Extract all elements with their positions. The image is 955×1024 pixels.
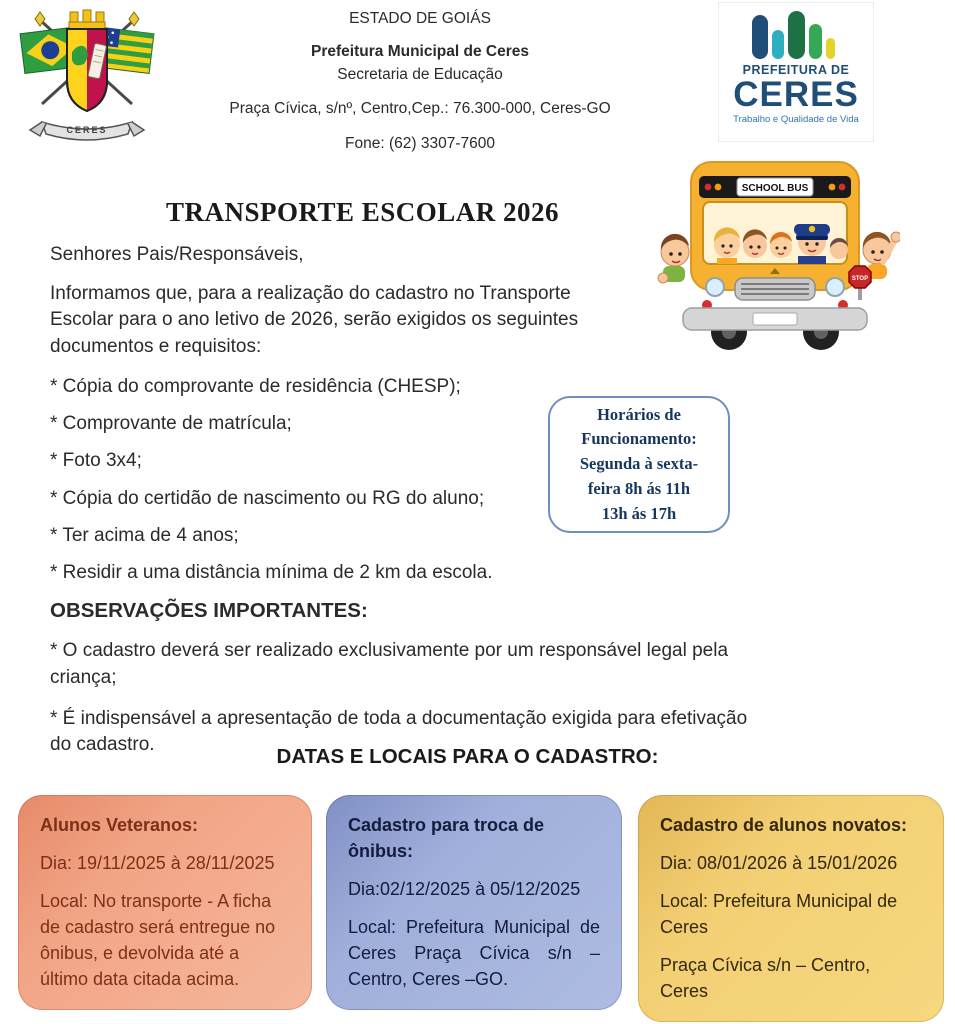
card-title: Alunos Veteranos: [40, 815, 199, 835]
stop-sign-label: STOP [851, 276, 869, 282]
card-title: Cadastro para troca de ônibus: [348, 815, 545, 862]
card-date: Dia: 19/11/2025 à 28/11/2025 [40, 853, 275, 874]
requirement-item: * Foto 3x4; [50, 450, 142, 472]
logo-bars-icon [748, 9, 844, 61]
letterhead [190, 10, 650, 153]
hours-line: Horários de [597, 404, 681, 424]
hours-line: Funcionamento: [581, 429, 697, 449]
card-address: Praça Cívica s/n – Centro, Ceres [660, 955, 871, 1002]
logo-line1: PREFEITURA DE [742, 63, 850, 77]
stop-sign [849, 266, 871, 300]
phone-line: Fone: (62) 3307-7600 [345, 135, 495, 152]
card-troca-de-onibus [326, 795, 622, 1010]
department-name: Secretaria de Educação [337, 66, 503, 83]
bus-driver [794, 224, 830, 264]
school-bus-sign-label: SCHOOL BUS [741, 183, 809, 194]
card-date: Dia:02/12/2025 à 05/12/2025 [348, 879, 581, 900]
registration-cards [18, 795, 948, 1022]
observations-heading: OBSERVAÇÕES IMPORTANTES: [50, 599, 368, 623]
intro-paragraph: Informamos que, para a realização do cadastro no Transporte Escolar para o ano letivo de 2026, serão exigidos os seguintes documentos e requisitos: [50, 283, 579, 357]
organization-name: Prefeitura Municipal de Ceres [311, 43, 529, 60]
card-title: Cadastro de alunos novatos: [660, 815, 908, 835]
state-name: ESTADO DE GOIÁS [349, 10, 491, 27]
mural-crown [69, 10, 105, 29]
hours-line: 13h ás 17h [601, 503, 677, 523]
card-date: Dia: 08/01/2026 à 15/01/2026 [660, 853, 898, 874]
headlight-right [826, 278, 844, 296]
observation-item: * É indispensável a apresentação de toda a documentação exigida para efetivação do cadastro. [50, 707, 748, 756]
card-alunos-novatos [638, 795, 944, 1022]
dates-heading: DATAS E LOCAIS PARA O CADASTRO: [276, 745, 659, 768]
card-local: Local: No transporte - A ficha de cadastro será entregue no ônibus, e devolvida até a último data citada acima. [40, 891, 276, 990]
logo-tagline: Trabalho e Qualidade de Vida [733, 114, 859, 125]
crest-ribbon [30, 122, 144, 140]
observation-item: * O cadastro deverá ser realizado exclusivamente por um responsável legal pela criança; [50, 640, 729, 688]
hours-line: Segunda à sexta- [579, 454, 699, 474]
requirement-item: * Residir a uma distância mínima de 2 km da escola. [50, 561, 493, 583]
crest-ribbon-label: CERES [66, 125, 108, 135]
salutation: Senhores Pais/Responsáveis, [50, 244, 304, 265]
card-local: Local: Prefeitura Municipal de Ceres Praça Cívica s/n – Centro, Ceres –GO. [348, 917, 600, 990]
opening-hours-box [548, 396, 730, 533]
card-alunos-veteranos [18, 795, 312, 1010]
shield [67, 29, 107, 111]
address-line: Praça Cívica, s/nº, Centro,Cep.: 76.300-000, Ceres-GO [229, 100, 611, 117]
requirement-item: * Cópia do comprovante de residência (CHESP); [50, 375, 461, 397]
page-title: TRANSPORTE ESCOLAR 2026 [165, 197, 560, 227]
ceres-coat-of-arms [12, 0, 162, 142]
hours-line: feira 8h ás 11h [587, 478, 691, 498]
requirement-item: * Cópia do certidão de nascimento ou RG do aluno; [50, 487, 485, 509]
logo-line2: CERES [733, 75, 859, 114]
requirement-item: * Comprovante de matrícula; [50, 413, 292, 435]
card-local: Local: Prefeitura Municipal de Ceres [660, 891, 898, 938]
requirement-item: * Ter acima de 4 anos; [50, 524, 239, 546]
ceres-logo [718, 2, 874, 142]
